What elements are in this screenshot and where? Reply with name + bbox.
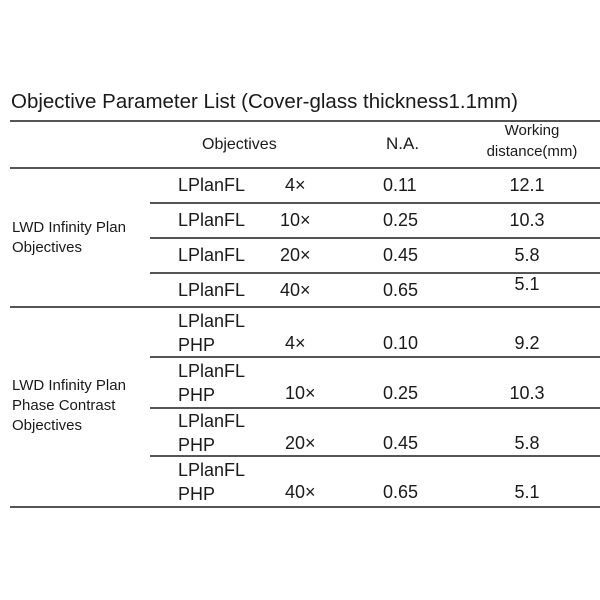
magnification: 20×	[280, 245, 311, 265]
objective-name	[178, 359, 245, 407]
na-value: 0.45	[383, 245, 419, 265]
objective-name: LPlanFL	[178, 210, 246, 230]
magnification: 10×	[280, 210, 311, 230]
objective-name: LPlanFL	[178, 280, 246, 300]
na-value: 0.65	[383, 280, 419, 300]
group-label-line: Objectives	[12, 239, 83, 256]
wd-value: 10.3	[509, 210, 545, 230]
na-value: 0.25	[383, 383, 419, 403]
page-title: Objective Parameter List (Cover-glass thickness1.1mm)	[11, 90, 518, 113]
objective-name-line: LPlanFL	[178, 311, 246, 331]
magnification: 20×	[285, 433, 316, 453]
objective-name	[178, 458, 245, 506]
objective-name-line: PHP	[178, 484, 216, 504]
wd-value: 5.8	[514, 245, 540, 265]
objective-name-line: LPlanFL	[178, 411, 246, 431]
header-na: N.A.	[386, 134, 420, 153]
na-value: 0.25	[383, 210, 419, 230]
divider	[150, 237, 600, 239]
objective-name-line: PHP	[178, 335, 216, 355]
header-wd-line2: distance(mm)	[486, 143, 578, 160]
objective-name: LPlanFL	[178, 245, 246, 265]
divider	[150, 455, 600, 457]
objective-name-line: PHP	[178, 385, 216, 405]
magnification: 4×	[285, 175, 306, 195]
wd-value: 10.3	[509, 383, 545, 403]
objective-name	[178, 309, 245, 357]
wd-value: 5.1	[514, 274, 540, 294]
magnification: 4×	[285, 333, 306, 353]
divider	[10, 167, 600, 169]
wd-value: 12.1	[509, 175, 545, 195]
group-label	[12, 376, 126, 436]
objective-name: LPlanFL	[178, 175, 246, 195]
na-value: 0.11	[383, 175, 417, 195]
group-label	[12, 218, 126, 258]
objective-name-line: PHP	[178, 435, 216, 455]
header-objectives: Objectives	[202, 136, 277, 153]
wd-value: 5.1	[514, 482, 540, 502]
objective-name-line: LPlanFL	[178, 460, 246, 480]
wd-value: 9.2	[514, 333, 540, 353]
wd-value: 5.8	[514, 433, 540, 453]
group-label-line: Phase Contrast	[12, 397, 116, 414]
header-wd-line1: Working	[504, 122, 560, 139]
divider	[10, 506, 600, 508]
divider	[150, 202, 600, 204]
magnification: 10×	[285, 383, 316, 403]
objective-name	[178, 409, 245, 457]
magnification: 40×	[285, 482, 316, 502]
na-value: 0.45	[383, 433, 419, 453]
group-label-line: LWD Infinity Plan	[12, 377, 126, 394]
magnification: 40×	[280, 280, 311, 300]
objective-name-line: LPlanFL	[178, 361, 246, 381]
group-label-line: Objectives	[12, 417, 83, 434]
na-value: 0.65	[383, 482, 419, 502]
divider	[150, 356, 600, 358]
na-value: 0.10	[383, 333, 419, 353]
group-label-line: LWD Infinity Plan	[12, 219, 126, 236]
divider	[10, 306, 600, 308]
